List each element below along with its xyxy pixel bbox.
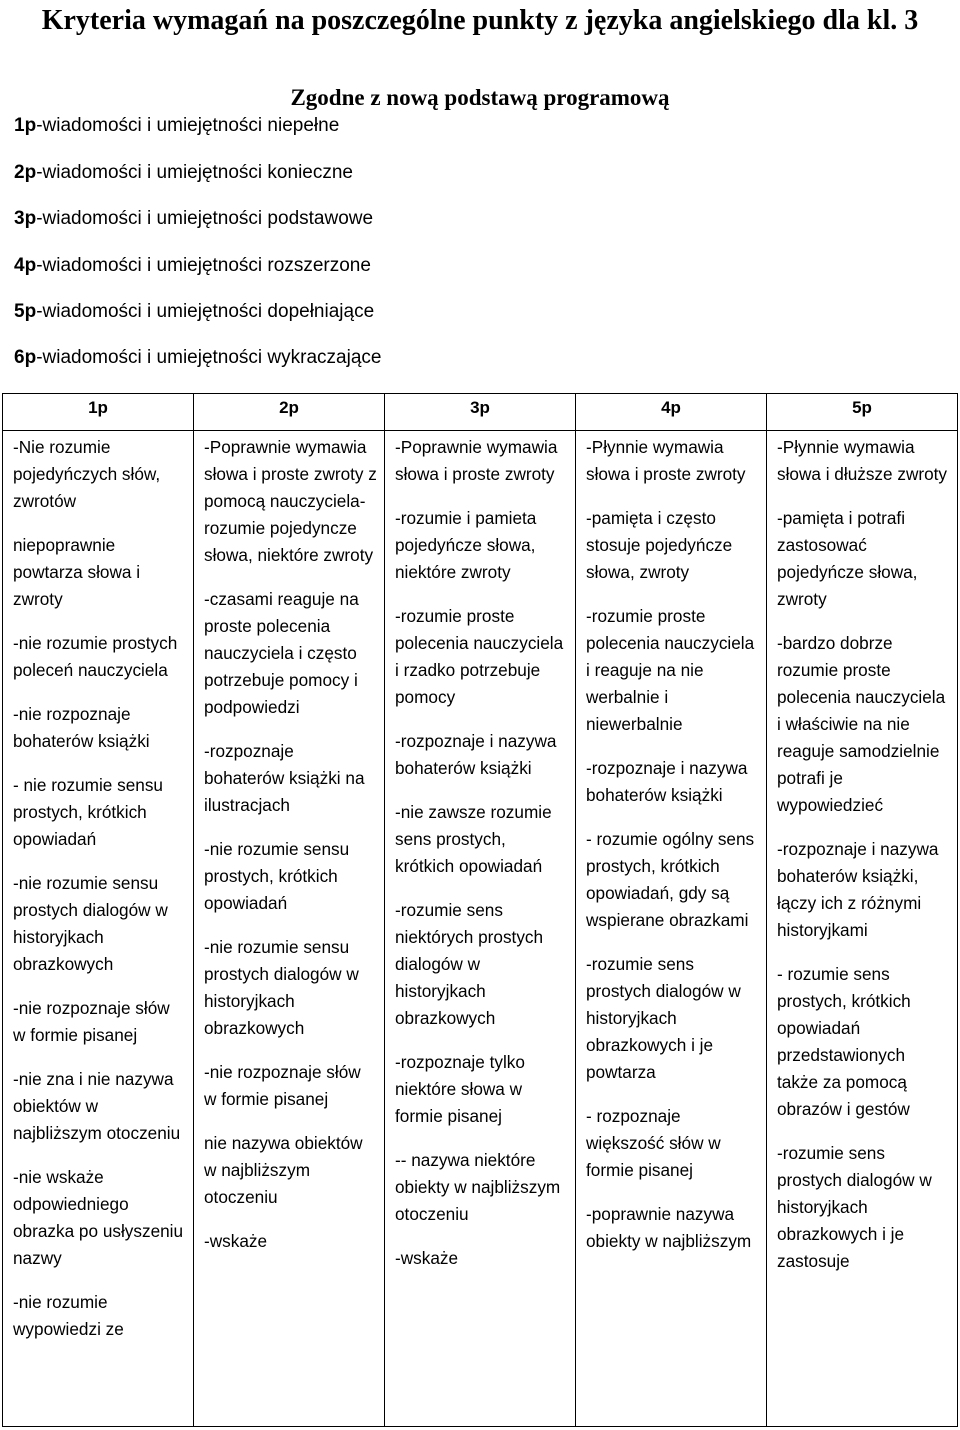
criterion-item: -nie zawsze rozumie sens prostych, krótkich opowiadań xyxy=(395,802,552,876)
level-item xyxy=(14,115,339,137)
level-code: 3p xyxy=(14,208,37,229)
level-description: -wiadomości i umiejętności rozszerzone xyxy=(36,255,371,276)
criterion-item: -poprawnie nazywa obiekty w najbliższym xyxy=(586,1204,752,1251)
criterion-item: -rozumie proste polecenia nauczyciela i rzadko potrzebuje pomocy xyxy=(395,606,564,707)
criterion-item: -nie rozpoznaje słów w formie pisanej xyxy=(13,998,170,1045)
criterion-item: -nie rozpoznaje bohaterów książki xyxy=(13,704,150,751)
criterion-item: -rozumie sens niektórych prostych dialogów w historyjkach obrazkowych xyxy=(395,900,544,1028)
level-description: -wiadomości i umiejętności konieczne xyxy=(36,162,353,183)
criterion-item: -nie rozumie sensu prostych, krótkich opowiadań xyxy=(204,839,350,913)
criterion-item: -wskaże xyxy=(395,1248,459,1268)
criterion-item: -czasami reaguje na proste polecenia nauczyciela i często potrzebuje pomocy i podpowiedzi xyxy=(204,589,359,717)
level-description: -wiadomości i umiejętności podstawowe xyxy=(36,208,374,229)
level-description: -wiadomości i umiejętności dopełniające xyxy=(36,301,375,322)
level-code: 5p xyxy=(14,301,37,322)
criterion-item: -rozumie sens prostych dialogów w historyjkach obrazkowych i je zastosuje xyxy=(777,1143,932,1271)
criterion-item: -nie rozumie sensu prostych dialogów w historyjkach obrazkowych xyxy=(204,937,359,1038)
criteria-row xyxy=(3,431,958,1427)
header-cell-2p: 2p xyxy=(194,394,385,431)
level-item xyxy=(14,255,371,277)
level-code: 6p xyxy=(14,347,37,368)
criterion-item: -Poprawnie wymawia słowa i proste zwroty xyxy=(395,437,558,484)
header-cell-1p: 1p xyxy=(3,394,194,431)
criterion-item: -wskaże xyxy=(204,1231,268,1251)
criteria-cell-2p xyxy=(194,431,385,1427)
criterion-item: niepoprawnie powtarza słowa i zwroty xyxy=(13,535,141,609)
criterion-item: -rozpoznaje bohaterów książki na ilustracjach xyxy=(204,741,365,815)
criterion-item: -rozumie sens prostych dialogów w historyjkach obrazkowych i je powtarza xyxy=(586,954,741,1082)
criteria-cell-5p xyxy=(767,431,958,1427)
criterion-item: -nie rozpoznaje słów w formie pisanej xyxy=(204,1062,361,1109)
criterion-item: -nie wskaże odpowiedniego obrazka po usłyszeniu nazwy xyxy=(13,1167,184,1268)
criterion-item: -Nie rozumie pojedyńczych słów, zwrotów xyxy=(13,437,161,511)
level-item xyxy=(14,208,373,230)
criterion-item: -rozpoznaje tylko niektóre słowa w formie pisanej xyxy=(395,1052,525,1126)
page-subtitle: Zgodne z nową podstawą programową xyxy=(290,85,670,110)
criterion-item: -rozpoznaje i nazywa bohaterów książki xyxy=(586,758,748,805)
criterion-item: -Płynnie wymawia słowa i dłuższe zwroty xyxy=(777,437,948,484)
level-code: 4p xyxy=(14,255,37,276)
level-item xyxy=(14,301,374,323)
criteria-table xyxy=(2,393,958,1427)
criterion-item: -rozpoznaje i nazywa bohaterów książki, łączy ich z różnymi historyjkami xyxy=(777,839,939,940)
criterion-item: -nie rozumie wypowiedzi ze xyxy=(13,1292,124,1339)
criteria-cell-3p xyxy=(385,431,576,1427)
level-description: -wiadomości i umiejętności niepełne xyxy=(36,115,340,136)
criterion-item: -nie rozumie sensu prostych dialogów w historyjkach obrazkowych xyxy=(13,873,168,974)
criteria-cell-4p xyxy=(576,431,767,1427)
criterion-item: -bardzo dobrze rozumie proste polecenia nauczyciela i właściwie na nie reaguje samodzielnie potrafi je wypowiedzieć xyxy=(777,633,946,815)
criterion-item: - rozumie ogólny sens prostych, krótkich opowiadań, gdy są wspierane obrazkami xyxy=(586,829,755,930)
level-item xyxy=(14,347,381,369)
criterion-item: -rozumie i pamieta pojedyńcze słowa, niektóre zwroty xyxy=(395,508,537,582)
level-code: 2p xyxy=(14,162,37,183)
header-cell-5p: 5p xyxy=(767,394,958,431)
criterion-item: -- nazywa niektóre obiekty w najbliższym otoczeniu xyxy=(395,1150,561,1224)
criterion-item: -Poprawnie wymawia słowa i proste zwroty z pomocą nauczyciela-rozumie pojedyncze słowa, niektóre zwroty xyxy=(204,437,377,565)
criteria-cell-1p xyxy=(3,431,194,1427)
criterion-item: -Płynnie wymawia słowa i proste zwroty xyxy=(586,437,746,484)
criterion-item: nie nazywa obiektów w najbliższym otoczeniu xyxy=(204,1133,363,1207)
criterion-item: -pamięta i często stosuje pojedyńcze słowa, zwroty xyxy=(586,508,733,582)
criterion-item: -rozumie proste polecenia nauczyciela i reaguje na nie werbalnie i niewerbalnie xyxy=(586,606,755,734)
criterion-item: - rozumie sens prostych, krótkich opowiadań przedstawionych także za pomocą obrazów i gestów xyxy=(777,964,911,1119)
criterion-item: -pamięta i potrafi zastosować pojedyńcze słowa, zwroty xyxy=(777,508,918,609)
criterion-item: -rozpoznaje i nazywa bohaterów książki xyxy=(395,731,557,778)
header-cell-4p: 4p xyxy=(576,394,767,431)
level-description: -wiadomości i umiejętności wykraczające xyxy=(36,347,382,368)
header-cell-3p: 3p xyxy=(385,394,576,431)
header-row xyxy=(3,394,958,431)
level-code: 1p xyxy=(14,115,37,136)
level-item xyxy=(14,162,353,184)
criterion-item: - nie rozumie sensu prostych, krótkich opowiadań xyxy=(13,775,163,849)
criterion-item: -nie rozumie prostych poleceń nauczyciela xyxy=(13,633,178,680)
page-title: Kryteria wymagań na poszczególne punkty z języka angielskiego dla kl. 3 xyxy=(41,5,919,36)
criterion-item: -nie zna i nie nazywa obiektów w najbliższym otoczeniu xyxy=(13,1069,181,1143)
criterion-item: - rozpoznaje większość słów w formie pisanej xyxy=(586,1106,721,1180)
